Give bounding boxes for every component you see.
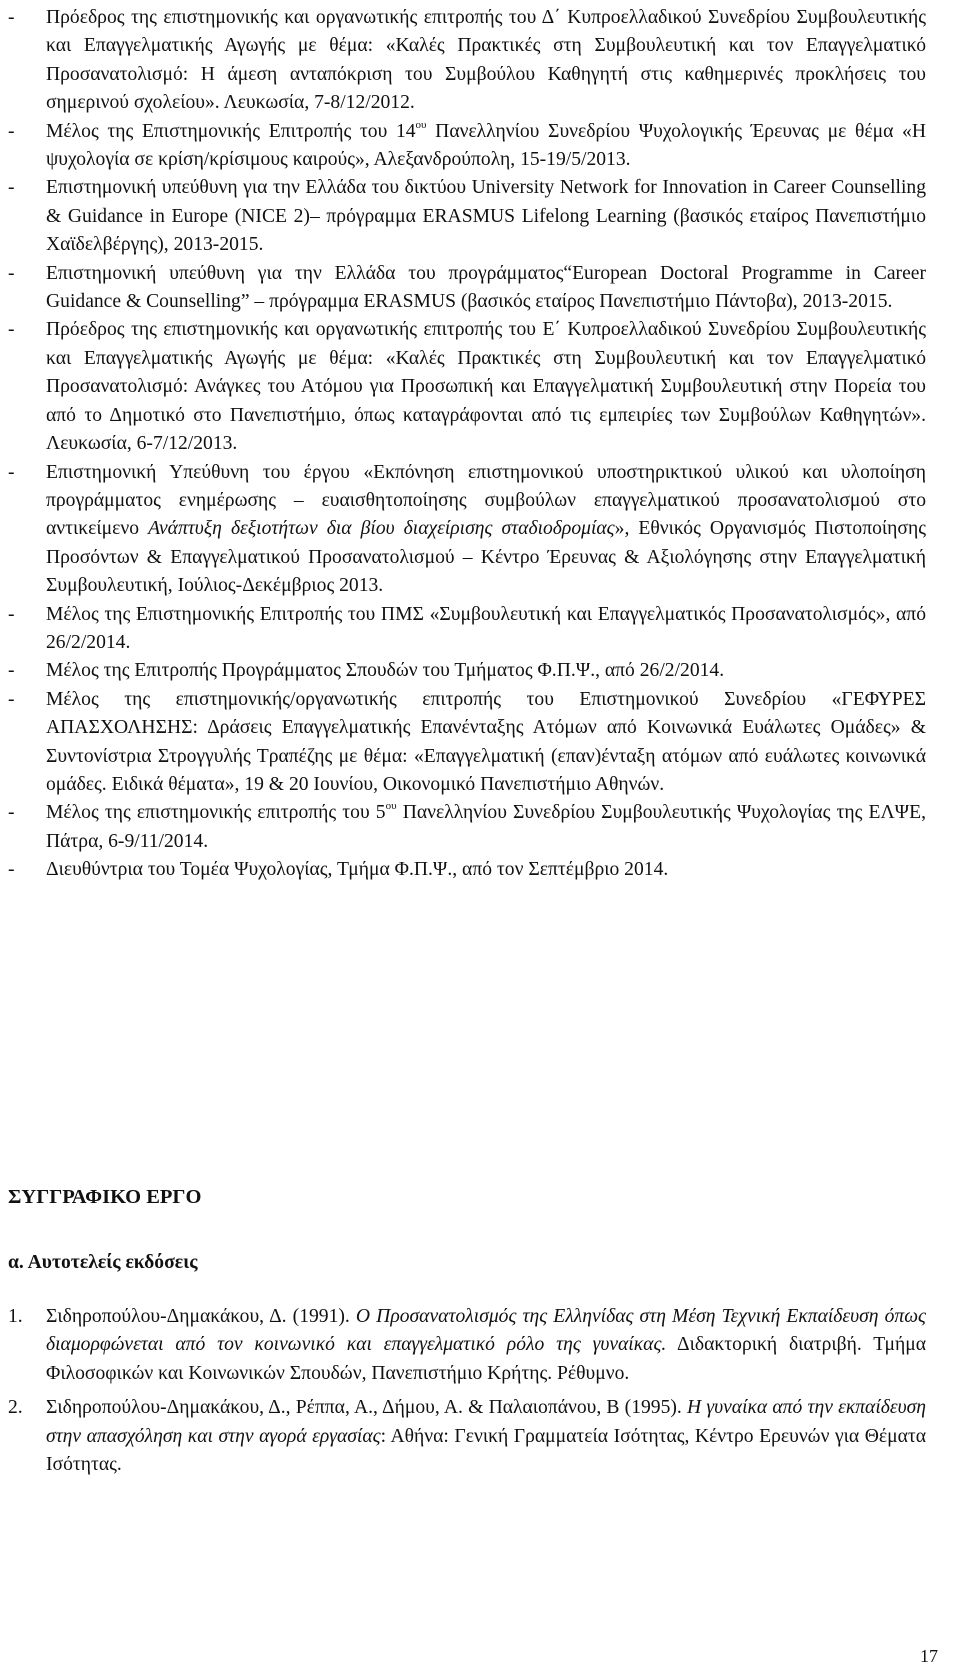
list-item [8, 174, 926, 259]
bullet-dash: - [8, 262, 15, 284]
publication-title: Ο Προσανατολισμός της Ελληνίδας στη Μέση Τεχνική Εκπαίδευση όπως διαμορφώνεται από τον κοινωνικό και επαγγελματικό ρόλο της γυναίκας. [46, 1306, 926, 1356]
publication-item [8, 1394, 926, 1479]
bullet-dash: - [8, 120, 15, 142]
publication-number: 2. [8, 1397, 23, 1419]
item-text [46, 118, 926, 175]
item-text-start: Επιστημονική Υπεύθυνη του έργου «Εκπόνηση επιστημονικού υποστηρικτικού υλικού και υλοποίηση προγράμματος ενημέρωσης – ευαισθητοποίησης συμβούλων επαγγελματικού προσανατολισμού στο αντικείμενο [46, 461, 926, 540]
list-item [8, 316, 926, 458]
bullet-dash: - [8, 7, 15, 28]
item-text-start: Μέλος της Επιστημονικής Επιτροπής του 14 [46, 120, 416, 142]
item-text: Μέλος της Επιστημονικής Επιτροπής του ΠΜΣ «Συμβουλευτική και Επαγγελματικός Προσανατολισμός», από 26/2/2014. [46, 603, 926, 653]
subsection-title: α. Αυτοτελείς εκδόσεις [8, 1252, 198, 1273]
item-text: Πρόεδρος της επιστημονικής και οργανωτικής επιτροπής του Δ΄ Κυπροελλαδικού Συνεδρίου Συμβουλευτικής και Επαγγελματικής Αγωγής με θέμα: «Καλές Πρακτικές στη Συμβουλευτική και τον Επαγγελματικό Προσανατολισμό: Η άμεση ανταπόκριση του Συμβούλου Καθηγητή στις καθημερινές προκλήσεις του σημερινού σχολείου». Λευκωσία, 7-8/12/2012. [46, 7, 926, 114]
section-title: ΣΥΓΓΡΑΦΙΚΟ ΕΡΓΟ [8, 1186, 202, 1208]
item-text-end: Πανελληνίου Συνεδρίου Συμβουλευτικής Ψυχολογίας της ΕΛΨΕ, Πάτρα, 6-9/11/2014. [46, 802, 926, 852]
publication-details: : Αθήνα: Γενική Γραμματεία Ισότητας, Κέντρο Ερευνών για Θέματα Ισότητας. [46, 1425, 926, 1476]
list-item [8, 657, 926, 685]
list-item [8, 4, 926, 118]
bullet-dash: - [8, 177, 15, 199]
item-text [46, 799, 926, 856]
item-text [46, 459, 926, 601]
item-text: Μέλος της επιστημονικής/οργανωτικής επιτροπής του Επιστημονικού Συνεδρίου «ΓΕΦΥΡΕΣ ΑΠΑΣΧΟΛΗΣΗΣ: Δράσεις Επαγγελματικής Επανένταξης Ατόμων από Κοινωνικά Ευάλωτες Ομάδες» & Συντονίστρια Στρογγυλής Τραπέζης με θέμα: «Επαγγελματική (επαν)ένταξη ατόμων από ευάλωτες κοινωνικά ομάδες. Ειδικά θέματα», 19 & 20 Ιουνίου, Οικονομικό Πανεπιστήμιο Αθηνών. [46, 688, 926, 795]
bullet-dash: - [8, 688, 15, 710]
publication-number: 1. [8, 1306, 23, 1327]
publications-list [8, 1303, 926, 1485]
item-text-end: », Εθνικός Οργανισμός Πιστοποίησης Προσόντων & Επαγγελματικού Προσανατολισμού – Κέντρο Έρευνας & Αξιολόγησης στην Επαγγελματική Συμβουλευτική, Ιούλιος-Δεκέμβριος 2013. [46, 518, 926, 597]
bullet-dash: - [8, 603, 15, 625]
activities-list [8, 4, 926, 885]
list-item [8, 686, 926, 800]
bullet-dash: - [8, 461, 15, 483]
list-item [8, 601, 926, 658]
item-text: Επιστημονική υπεύθυνη για την Ελλάδα του δικτύου University Network for Innovation in Career Counselling & Guidance in Europe (NICE 2)– πρόγραμμα ERASMUS Lifelong Learning (βασικός εταίρος Πανεπιστήμιο Χαϊδελβέργης), 2013-2015. [46, 177, 926, 256]
bullet-dash: - [8, 660, 15, 682]
list-item [8, 118, 926, 175]
item-text: Πρόεδρος της επιστημονικής και οργανωτικής επιτροπής του Ε΄ Κυπροελλαδικού Συνεδρίου Συμβουλευτικής και Επαγγελματικής Αγωγής με θέμα: «Καλές Πρακτικές στη Συμβουλευτική και τον Επαγγελματικό Προσανατολισμό: Ανάγκες του Ατόμου για Προσωπική και Επαγγελματική Συμβουλευτική στην Πορεία του από το Δημοτικό στο Πανεπιστήμιο, όπως καταγράφονται από τις εμπειρίες των Συμβούλων Καθηγητών». Λευκωσία, 6-7/12/2013. [46, 319, 926, 455]
list-item [8, 260, 926, 317]
list-item [8, 459, 926, 601]
publication-authors: Σιδηροπούλου-Δημακάκου, Δ. (1991). [46, 1306, 356, 1327]
ordinal-superscript: ου [415, 118, 427, 131]
publication-details: Διδακτορική διατριβή. Τμήμα Φιλοσοφικών και Κοινωνικών Σπουδών, Πανεπιστήμιο Κρήτης. Ρέθυμνο. [46, 1334, 926, 1384]
bullet-dash: - [8, 802, 15, 824]
list-item [8, 799, 926, 856]
bullet-dash: - [8, 319, 15, 341]
item-text: Μέλος της Επιτροπής Προγράμματος Σπουδών του Τμήματος Φ.Π.Ψ., από 26/2/2014. [46, 660, 725, 682]
item-text: Επιστημονική υπεύθυνη για την Ελλάδα του προγράμματος“European Doctoral Programme in Career Guidance & Counselling” – πρόγραμμα ERASMUS (βασικός εταίρος Πανεπιστήμιο Πάντοβα), 2013-2015. [46, 262, 926, 313]
list-item [8, 856, 926, 884]
publication-item [8, 1303, 926, 1388]
page-number: 17 [920, 1646, 938, 1666]
item-text: Διευθύντρια του Τομέα Ψυχολογίας, Τμήμα Φ.Π.Ψ., από τον Σεπτέμβριο 2014. [46, 859, 669, 881]
publication-authors: Σιδηροπούλου-Δημακάκου, Δ., Ρέππα, Α., Δήμου, Α. & Παλαιοπάνου, Β (1995). [46, 1397, 688, 1419]
item-text-start: Μέλος της επιστημονικής επιτροπής του 5 [46, 802, 386, 824]
item-text-end: Πανελληνίου Συνεδρίου Ψυχολογικής Έρευνας με θέμα «Η ψυχολογία σε κρίση/κρίσιμους καιρούς», Αλεξανδρούπολη, 15-19/5/2013. [46, 120, 926, 171]
italic-title: Ανάπτυξη δεξιοτήτων δια βίου διαχείρισης σταδιοδρομίας [148, 518, 615, 540]
ordinal-superscript: ου [385, 800, 397, 813]
publication-title: Η γυναίκα από την εκπαίδευση στην απασχόληση και στην αγορά εργασίας [46, 1397, 926, 1447]
bullet-dash: - [8, 859, 15, 881]
